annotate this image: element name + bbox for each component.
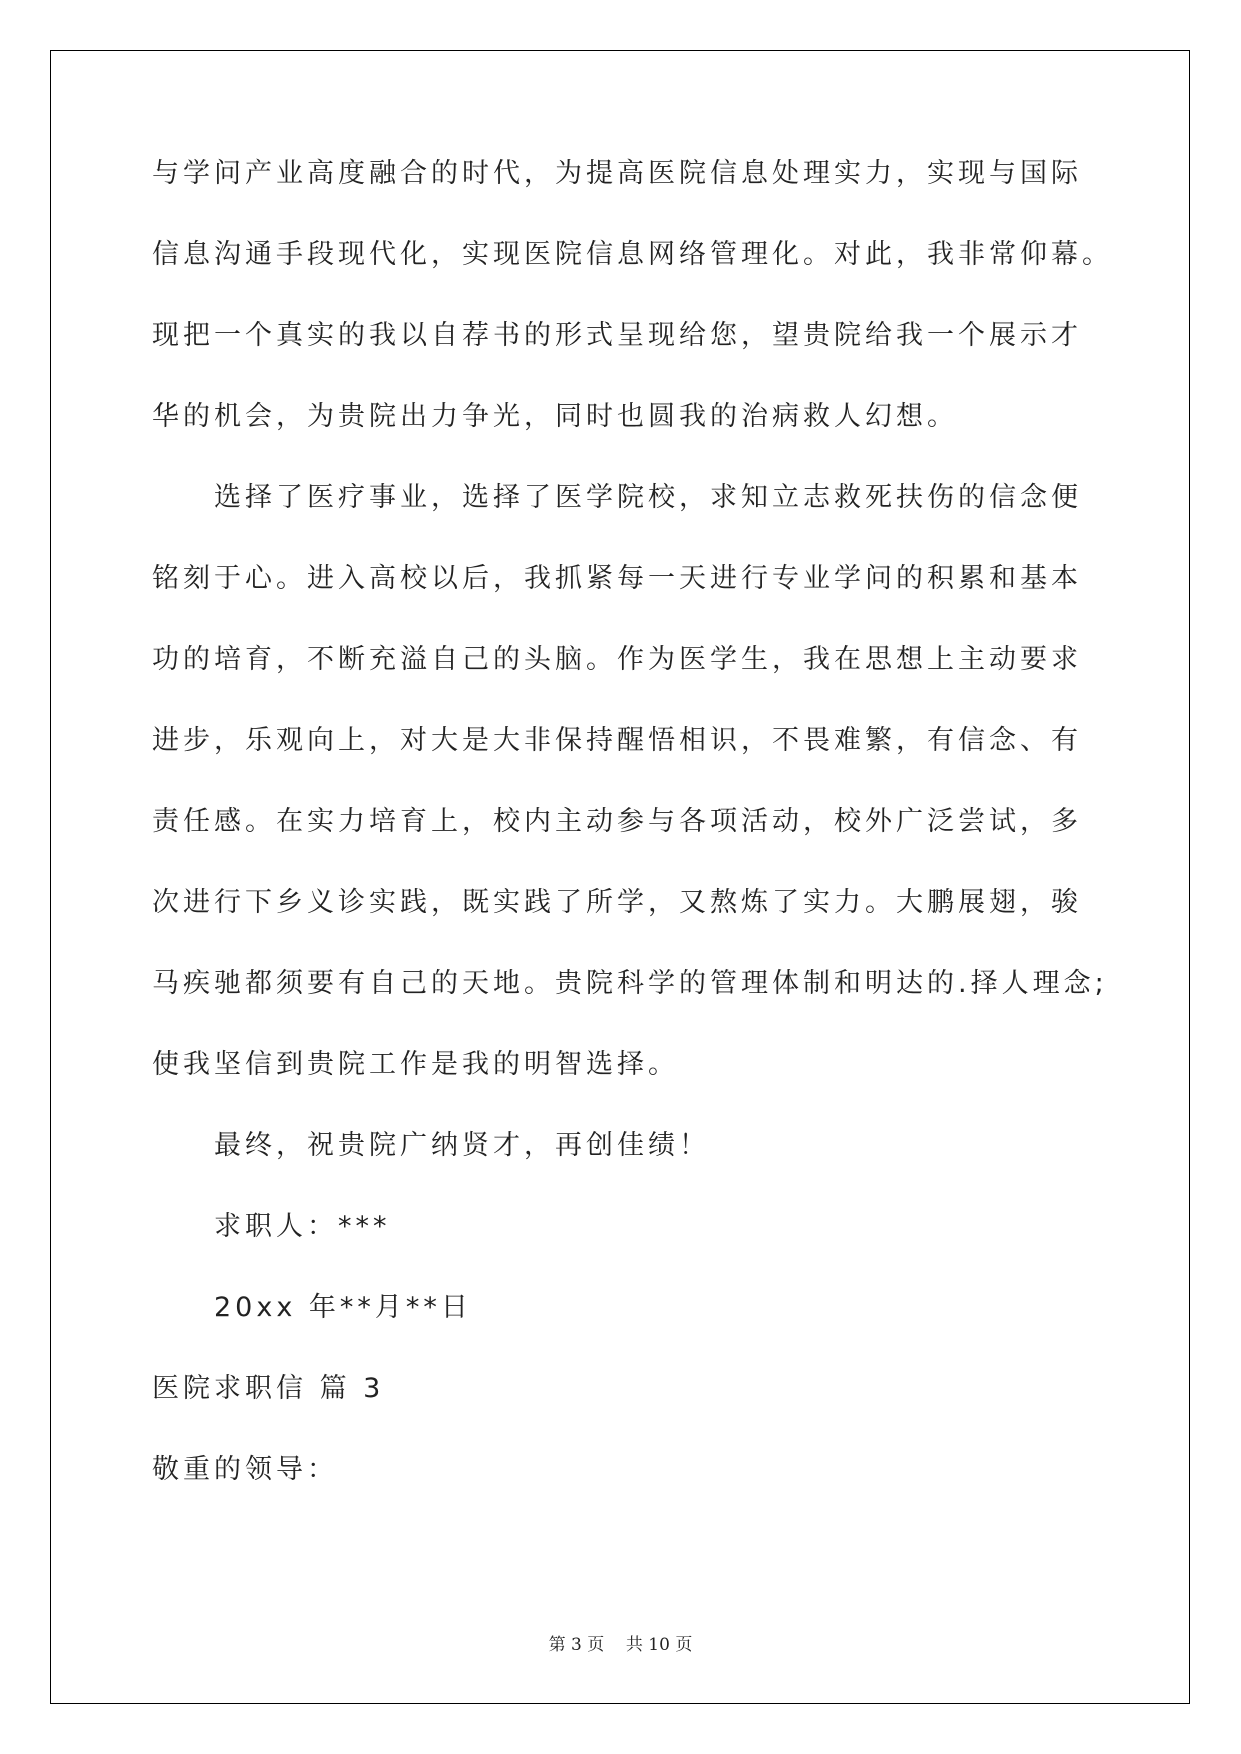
applicant-signature: 求职人：*** bbox=[214, 1211, 391, 1242]
paragraph-line: 华的机会，为贵院出力争光，同时也圆我的治病救人幻想。 bbox=[152, 401, 958, 432]
letter-date: 20xx 年**月**日 bbox=[214, 1292, 472, 1323]
paragraph-line: 使我坚信到贵院工作是我的明智选择。 bbox=[152, 1049, 679, 1080]
paragraph-line: 铭刻于心。进入高校以后，我抓紧每一天进行专业学问的积累和基本 bbox=[152, 563, 1082, 594]
salutation: 敬重的领导： bbox=[152, 1454, 338, 1485]
paragraph-line: 功的培育，不断充溢自己的头脑。作为医学生，我在思想上主动要求 bbox=[152, 644, 1082, 675]
paragraph-line: 现把一个真实的我以自荐书的形式呈现给您，望贵院给我一个展示才 bbox=[152, 320, 1082, 351]
paragraph-line: 信息沟通手段现代化，实现医院信息网络管理化。对此，我非常仰幕。 bbox=[152, 239, 1113, 270]
paragraph-line: 次进行下乡义诊实践，既实践了所学，又熬炼了实力。大鹏展翅，骏 bbox=[152, 887, 1082, 918]
document-body bbox=[152, 158, 1113, 1537]
paragraph-line: 选择了医疗事业，选择了医学院校，求知立志救死扶伤的信念便 bbox=[214, 482, 1082, 513]
section-title: 医院求职信 篇 3 bbox=[152, 1373, 385, 1404]
paragraph-line: 马疾驰都须要有自己的天地。贵院科学的管理体制和明达的.择人理念; bbox=[152, 968, 1108, 999]
page-footer bbox=[0, 1630, 1241, 1655]
paragraph-line: 与学问产业高度融合的时代，为提高医院信息处理实力，实现与国际 bbox=[152, 158, 1082, 189]
paragraph-line: 进步，乐观向上，对大是大非保持醒悟相识，不畏难繁，有信念、有 bbox=[152, 725, 1082, 756]
paragraph-line: 责任感。在实力培育上，校内主动参与各项活动，校外广泛尝试，多 bbox=[152, 806, 1082, 837]
closing-wish: 最终，祝贵院广纳贤才，再创佳绩！ bbox=[214, 1130, 710, 1161]
page-number: 第 3 页 共 10 页 bbox=[548, 1635, 693, 1655]
